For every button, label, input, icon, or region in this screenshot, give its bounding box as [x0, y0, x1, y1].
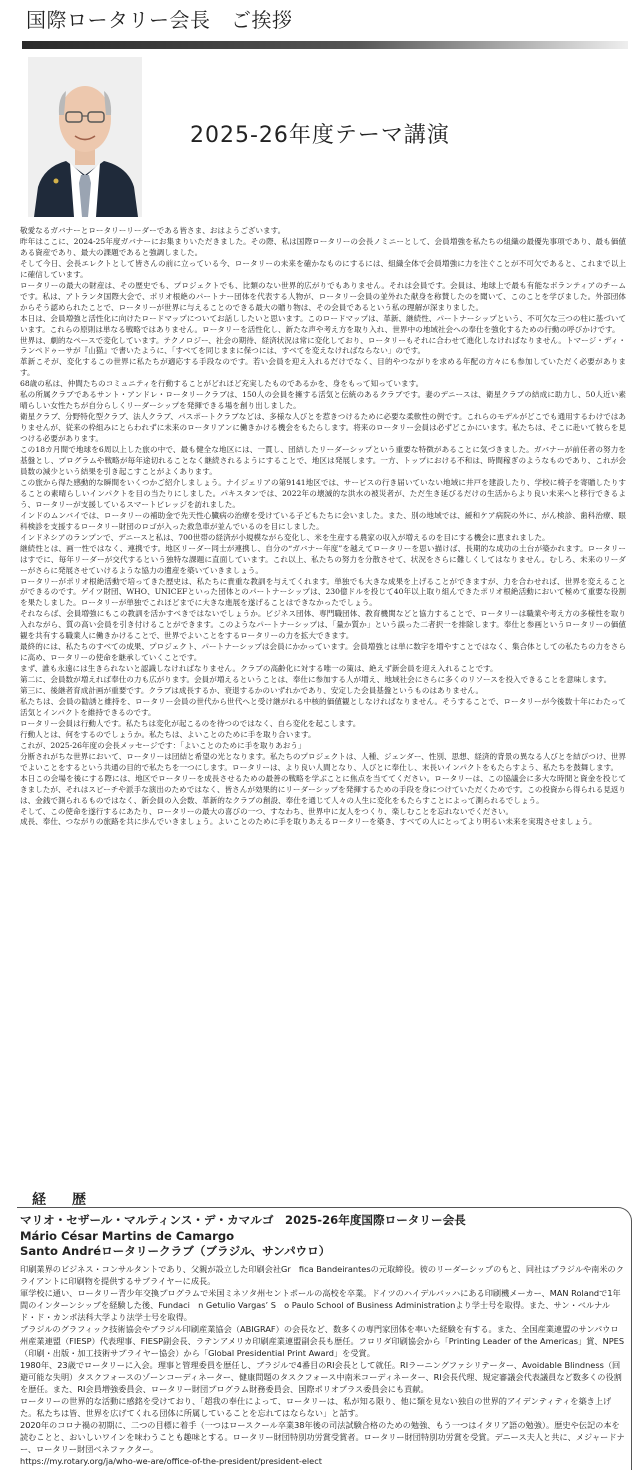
body-paragraph: 行動人とは、何をするのでしょうか。私たちは、よいことのために手を取り合います。 [20, 729, 316, 739]
body-paragraph: これが、2025-26年度の会長メッセージです：「よいことのために手を取りあおう」 [20, 740, 306, 750]
body-paragraph: 私の所属クラブであるサント・アンドレ・ロータリークラブは、150人の会員を擁する活気と伝統のあるクラブです。妻のデニースは、衛星クラブの結成に助力し、50人近い素晴らしい女性たちが自分らしくリーダーシップを発揮できる場を創り出しました。 [20, 390, 626, 411]
president-club: Santo Andréロータリークラブ（ブラジル、サンパウロ） [20, 1244, 331, 1258]
president-page-link[interactable]: https://my.rotary.org/ja/who-we-are/office-of-the-president/president-elect [20, 1456, 322, 1467]
career-paragraph: 印刷業界のビジネス・コンサルタントであり、父親が設立した印刷会社Gr fica Bandeirantesの元取締役。彼のリーダーシップのもと、同社はブラジルや南米のクライアントに印刷物を提供するサプライヤーに成長。 [20, 1263, 624, 1286]
president-portrait-photo [28, 57, 142, 217]
body-paragraph: まず、誰も永遠には生きられないと認識しなければなりません。クラブの高齢化に対する唯一の策は、絶えず新会員を迎え入れることです。 [20, 664, 498, 674]
career-paragraph: 軍学校に通い、ロータリー青少年交換プログラムで米国ミネソタ州セントポールの高校を卒業。ドイツのハイデルバッハにある印刷機メーカー、MAN Rolandで1年間のインターンシップを経験した後、Fundaci n Getulio Vargas’ S o Paulo School of Business Administrationより学士号を取得。また、サン・ベルナルド・ド・カンポ法科大学より法学士号を取得。 [20, 1287, 621, 1322]
body-paragraph: 成長、奉仕、つながりの旅路を共に歩んでいきましょう。よいことのために手を取りあえるロータリーを築き、すべての人にとってより明るい未来を実現させましょう。 [20, 817, 597, 827]
title-underline-bar [22, 41, 628, 49]
body-paragraph: 68歳の私は、仲間たちのコミュニティを行動することがどれほど充実したものであるかを、身をもって知っています。 [20, 379, 424, 389]
body-paragraph: 本日は、会員増強と活性化に向けたロードマップについてお話ししたいと思います。このロードマップは、革新、継続性、パートナーシップという、不可欠な三つの柱に基づいています。これらの原則は単なる戦略ではありません。ロータリーを活性化し、新たな声や考え方を取り入れ、世界中の地域社会への奉仕を強化するための行動の呼びかけです。 [20, 313, 626, 334]
body-paragraph: インドのムンバイでは、ロータリーの補助金で先天性心臓病の治療を受けている子どもたちに会いました。また、別の地域では、緩和ケア病院の外に、がん検診、歯科治療、眼科検診を支援するロータリー財団のロゴが入った救急車が並んでいるのを目にしました。 [20, 510, 626, 531]
body-paragraph: 第三に、後継者育成計画が重要です。クラブは成長するか、衰退するかのいずれかであり、安定した会員基盤というものはありません。 [20, 686, 484, 696]
body-paragraph: 衛星クラブ、分野特化型クラブ、法人クラブ、パスポートクラブなどは、多様な人びとを惹きつけるために必要な柔軟性の例です。これらのモデルがどこでも通用するわけではありませんが、従来の枠組みにとらわれずに未来のロータリアンに働きかける機会をもたらします。将来のロータリー会員は必ずどこかにいます。私たちは、そこに赴いて彼らを見つける必要があります。 [20, 412, 626, 444]
body-paragraph: インドネシアのランプンで、デニースと私は、700世帯の経済が小規模ながら変化し、米を生産する農家の収入が増えるのを目にする機会に恵まれました。 [20, 532, 550, 542]
body-paragraph: ロータリー会員は行動人です。私たちは変化が起こるのを待つのではなく、自ら変化を起こします。 [20, 718, 361, 728]
body-paragraph: 分断されがちな世界において、ロータリーは団結と希望の光となります。私たちのプロジェクトは、人種、ジェンダー、性別、思想、経済的背景の異なる人びとを結びつけ、世界でよいことをするという共通の目的で私たちを一つにします。ロータリーは、より良い人間となり、人びとに奉仕し、末長いインパクトをもたらすよう、私たちを鼓舞します。 [20, 751, 626, 772]
body-paragraph: 世界は、劇的なペースで変化しています。テクノロジー、社会の期待、経済状況は常に変化しており、ロータリーもそれに合わせて進化しなければなりません。トマージ・ディ・ランペドゥーサが『山猫』で書いたように、「すべてを同じままに保つには、すべてを変えなければならない」のです。 [20, 335, 626, 356]
president-name-jp: マリオ・セザール・マルティンス・デ・カマルゴ 2025-26年度国際ロータリー会長 [20, 1213, 466, 1227]
career-section [20, 1213, 626, 1467]
body-paragraph: 最終的には、私たちのすべての成果、プロジェクト、パートナーシップは会員にかかっています。会員増強とは単に数字を増やすことではなく、集合体としての私たちの力をさらに高め、ロータリーの使命を継承していくことです。 [20, 642, 626, 663]
body-paragraph: 私たちは、会員の勧誘と維持を、ロータリー会員の世代から世代へと受け継がれる中核的価値観としなければなりません。そうすることで、ロータリーが今後数十年にわたって活気とインパクトを維持できるのです。 [20, 696, 626, 717]
body-paragraph: 敬愛なるガバナーとロータリーリーダーである皆さま、おはようございます。 [20, 226, 286, 235]
career-paragraph: 1980年、23歳でロータリーに入会。理事と管理委員を歴任し、ブラジルで4番目のRI会長として就任。RIラーニングファシリテーター、Avoidable Blindness（回避可能な失明）タスクフォースのゾーンコーディネーター、健康問題のタスクフォース中南米コーディネーター、RI会長代理、規定審議会代表議員など数多くの役割を歴任。また、RI会員増強委員会、ロータリー財団プログラム財務委員会、国際ポリオプラス委員会にも貢献。 [20, 1359, 622, 1394]
body-paragraph: ロータリーがポリオ根絶活動で培ってきた歴史は、私たちに貴重な教訓を与えてくれます。単独でも大きな成果を上げることができますが、力を合わせれば、世界を変えることができるのです。ゲイツ財団、WHO、UNICEFといった団体とのパートナーシップは、230億ドルを投じて40年以上取り組んできたポリオ根絶活動において極めて重要な役割を果たしました。ロータリーが単独でこれほどまでに大きな進展を遂げることはできなかったでしょう。 [20, 576, 626, 608]
career-paragraph: ロータリーの世界的な活動に感銘を受けており、「超我の奉仕によって、ロータリーは、私が知る限り、他に類を見ない独自の世界的アイデンティティを築き上げた。私たちは皆、世界を広げてくれる団体に所属していることを忘れてはならない」と話す。 [20, 1396, 612, 1419]
body-paragraph: そして、この使命を遂行するにあたり、ロータリーの最大の喜びの一つ、すなわち、世界中に友人をつくり、楽しむことを忘れないでください。 [20, 806, 514, 816]
career-heading: 経 歴 [32, 1192, 92, 1208]
body-paragraph: 革新こそが、変化するこの世界に私たちが適応する手段なのです。若い会員を迎え入れるだけでなく、目的やつながりを求める年配の方々にも参加していただく必要があります。 [20, 357, 626, 378]
body-paragraph: 継続性とは、画一性ではなく、連携です。地区リーダー同士が連携し、自分の“ガバナー年度”を越えてロータリーを思い描けば、長期的な成功の土台が築かれます。ロータリーはすでに、毎年リーダーが交代するという独特な課題に直面しています。これ以上、私たちの努力を分散させて、状況をさらに難しくしてはなりません。むしろ、未来のリーダーがさらに発展させていけるような協力の遺産を築いていきましょう。 [20, 543, 626, 575]
body-paragraph: ロータリーの最大の財産は、その歴史でも、プロジェクトでも、比類のない世界的広がりでもありません。それは会員です。会員は、地球上で最も有能なボランティアのチームです。私は、アトランタ国際大会で、ポリオ根絶のパートナー団体を代表する人物が、ロータリー会員の並外れた献身を称賛したのを聞いて、このことを学びました。外部団体からそう認められたことで、ロータリーが世界に与えることのできる最大の贈り物は、その会員であるという私の理解が深まりました。 [20, 280, 626, 312]
body-paragraph: 昨年はここに、2024-25年度ガバナーにお集まりいただきました。その際、私は国際ロータリーの会長ノミニーとして、会員増強を私たちの組織の最優先事項であり、最も価値ある資産であり、最大の課題であると強調しました。 [20, 236, 626, 257]
president-name-en: Mário César Martins de Camargo [20, 1228, 235, 1243]
body-paragraph: この旅から得た感動的な瞬間をいくつかご紹介しましょう。ナイジェリアの第9141地区では、サービスの行き届いていない地域に井戸を建設したり、学校に椅子を寄贈したりすることの素晴らしいインパクトを目の当たりにしました。パキスタンでは、2022年の壊滅的な洪水の被災者が、ただ生き延びるだけの生活からより良い未来へと移行できるよう、ロータリーが支援しているスマートビレッジを訪れました。 [20, 477, 626, 509]
speech-body [20, 226, 626, 828]
body-paragraph: この18カ月間で地球を6周以上した旅の中で、最も健全な地区には、一貫し、団結したリーダーシップという重要な特徴があることに気づきました。ガバナーが前任者の努力を基盤とし、プログラムや戦略が毎年途切れることなく継続されるようにすることで、地区は発展します。一方、トップにおける不和は、時間稼ぎのようなものであり、これが会員数の減少という結果を引き起こすことがよくあります。 [20, 445, 626, 476]
career-text [20, 1263, 626, 1456]
body-paragraph: 第二に、会員数が増えれば奉仕の力も広がります。会員が増えるということは、奉仕に参加する人が増え、地域社会にさらに多くのリソースを投入できることを意味します。 [20, 675, 612, 685]
president-portrait-icon [28, 57, 142, 217]
body-paragraph: それならば、会員増強にもこの教訓を活かすべきではないでしょうか。ビジネス団体、専門職団体、教育機関などと協力することで、ロータリーは職業や考え方の多様性を取り入れながら、質の高い会員を引き付けることができます。このようなパートナーシップは、「量か質か」という誤った二者択一を排除します。奉仕と参画というロータリーの価値観を共有する職業人に働きかけることで、世界でよいことをするロータリーの力を拡大できます。 [20, 609, 626, 641]
body-paragraph: そして今日、会長エレクトとして皆さんの前に立っている今、ロータリーの未来を確かなものにするには、組織全体で会員増強に力を注ぐことが不可欠であると、これまで以上に確信しています。 [20, 258, 626, 279]
speech-headline: 2025-26年度テーマ講演 [190, 123, 450, 148]
career-paragraph: 2020年のコロナ禍の初期に、二つの目標に着手（一つはロースクール卒業38年後の司法試験合格のための勉強、もう一つはイタリア語の勉強）。歴史や伝記の本を読むことと、おいしいワインを味わうことも趣味とする。ロータリー財団特別功労賞受賞者。ロータリー財団特別功労賞を受賞。デニース夫人と共に、メジャードナー、ロータリー財団ベネファクター。 [20, 1420, 625, 1455]
page-title: 国際ロータリー会長 ご挨拶 [26, 8, 293, 32]
body-paragraph: 本日この会場を後にする際には、地区でロータリーを成長させるための最善の戦略を学ぶことに焦点を当ててください。ロータリーは、この協議会に多大な時間と資金を投じてきましたが、それはスピーチや派手な演出のためではなく、皆さんが効果的にリーダーシップを発揮するための手段を身につけていただくためです。この投資から得られる見返りは、金銭で測られるものではなく、新会員の入会数、革新的なクラブの創設、奉仕を通じて人々の人生に変化をもたらすことによって測られるでしょう。 [20, 773, 626, 805]
career-paragraph: ブラジルのグラフィック技術協会やブラジル印刷産業協会（ABIGRAF）の会長など、数多くの専門家団体を率いた経験を有する。また、全国産業連盟のサンパウロ州産業連盟（FIESP）代表理事、FIESP副会長、ラテンアメリカ印刷産業連盟副会長も歴任。フロリダ印刷協会から「Printing Leader of the Americas」賞、NPES（印刷・出版・加工技術サプライヤー協会）から「Global Presidential Print Award」を受賞。 [20, 1323, 625, 1358]
